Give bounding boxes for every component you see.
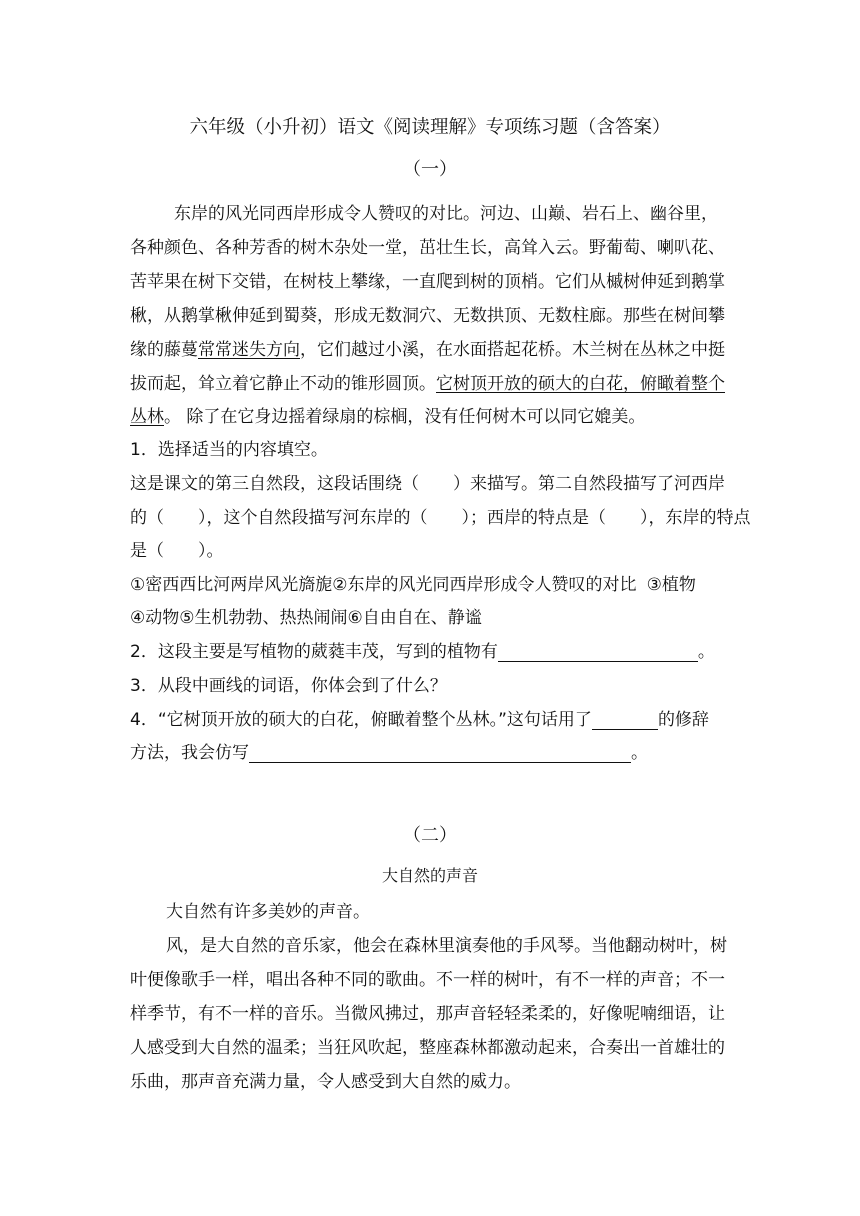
- question-1-option-text: ①密西西比河两岸风光旖旎②东岸的风光同西岸形成令人赞叹的对比: [130, 575, 637, 595]
- passage-2-line-2: 叶便像歌手一样，唱出各种不同的歌曲。不一样的树叶，有不一样的声音；不一: [130, 970, 725, 990]
- passage-1-line-1: 东岸的风光同西岸形成令人赞叹的对比。河边、山巅、岩石上、幽谷里，: [174, 204, 718, 224]
- passage-1-line-3: 苦苹果在树下交错，在树枝上攀缘，一直爬到树的顶梢。它们从槭树伸延到鹅掌: [130, 272, 725, 292]
- question-1-title: 1．选择适当的内容填空。: [130, 440, 328, 460]
- passage-2-title: 大自然的声音: [381, 866, 478, 885]
- passage-2-line-5: 乐曲，那声音充满力量，令人感受到大自然的威力。: [130, 1072, 521, 1092]
- underlined-sentence: 它树顶开放的硕大的白花，俯瞰着整个: [436, 374, 725, 394]
- question-2: [130, 642, 715, 662]
- question-1-line-2: 的（ ），这个自然段描写河东岸的（ ）；西岸的特点是（ ），东岸的特点: [130, 508, 751, 528]
- passage-1-line-4: 楸，从鹅掌楸伸延到蜀葵，形成无数洞穴、无数拱顶、无数柱廊。那些在树间攀: [130, 306, 725, 326]
- question-1-options-line-2: ④动物⑤生机勃勃、热热闹闹⑥自由自在、静谧: [130, 608, 482, 628]
- question-1-line-3: 是（ ）。: [130, 541, 224, 561]
- question-4-text: 方法，我会仿写: [130, 743, 249, 763]
- passage-1-line-6: [130, 374, 725, 394]
- question-4-text: 的修辞: [657, 710, 709, 730]
- passage-1-line-7: [130, 407, 645, 427]
- document-title: 六年级（小升初）语文《阅读理解》专项练习题（含答案）: [189, 117, 671, 138]
- passage-1-text: 拔而起，耸立着它静止不动的锥形圆顶。: [130, 374, 436, 394]
- section-1-heading: （一）: [403, 159, 457, 180]
- underlined-phrase: 常常迷失方向: [198, 340, 300, 360]
- question-1-option-text: ③植物: [646, 575, 696, 595]
- question-1-line-1: 这是课文的第三自然段，这段话围绕（ ）来描写。第二自然段描写了河西岸: [130, 474, 725, 494]
- passage-2-line-4: 人感受到大自然的温柔；当狂风吹起，整座森林都激动起来，合奏出一首雄壮的: [130, 1038, 725, 1058]
- question-1-options-line-1: [130, 575, 696, 595]
- passage-1-line-2: 各种颜色、各种芳香的树木杂处一堂，茁壮生长，高耸入云。野葡萄、喇叭花、: [130, 238, 725, 258]
- question-4-line-1: [130, 710, 709, 730]
- question-2-end: 。: [697, 642, 715, 662]
- passage-2-line-3: 样季节，有不一样的音乐。当微风拂过，那声音轻轻柔柔的，好像呢喃细语，让: [130, 1004, 725, 1024]
- question-4-line-2: [130, 743, 648, 763]
- answer-blank[interactable]: [249, 745, 631, 763]
- question-4-end: 。: [631, 743, 648, 763]
- question-3: 3．从段中画线的词语，你体会到了什么？: [130, 676, 447, 696]
- passage-2-para-1: 大自然有许多美妙的声音。: [166, 902, 370, 922]
- answer-blank[interactable]: [498, 644, 698, 662]
- section-2-heading: （二）: [403, 825, 457, 846]
- answer-blank[interactable]: [592, 712, 658, 730]
- question-2-text: 2．这段主要是写植物的葳蕤丰茂，写到的植物有: [130, 642, 498, 662]
- passage-2-line-1: 风，是大自然的音乐家，他会在森林里演奏他的手风琴。当他翻动树叶，树: [166, 936, 727, 956]
- passage-1-text: 缘的藤蔓: [130, 340, 198, 360]
- passage-1-text: 。 除了在它身边摇着绿扇的棕榈，没有任何树木可以同它媲美。: [164, 407, 646, 427]
- passage-1-text: ，它们越过小溪，在水面搭起花桥。木兰树在丛林之中挺: [300, 340, 725, 360]
- underlined-sentence: 丛林: [130, 407, 164, 427]
- passage-1-line-5: [130, 340, 725, 360]
- question-4-text: 4．“它树顶开放的硕大的白花，俯瞰着整个丛林。”这句话用了: [130, 710, 592, 730]
